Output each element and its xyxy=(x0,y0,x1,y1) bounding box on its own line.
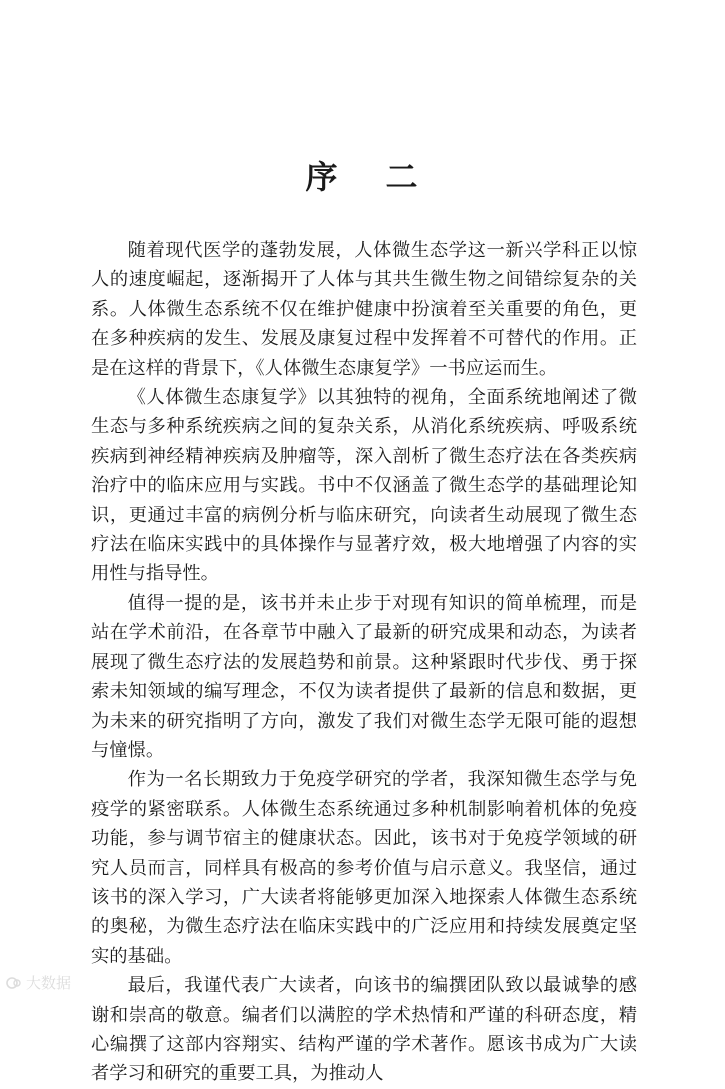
paragraph-2: 《人体微生态康复学》以其独特的视角，全面系统地阐述了微生态与多种系统疾病之间的复杂关系，从消化系统疾病、呼吸系统疾病到神经精神疾病及肿瘤等，深入剖析了微生态疗法在各类疾病治疗中的临床应用与实践。书中不仅涵盖了微生态学的基础理论知识，更通过丰富的病例分析与临床研究，向读者生动展现了微生态疗法在临床实践中的具体操作与显著疗效，极大地增强了内容的实用性与指导性。 xyxy=(91,387,637,585)
paragraph-3: 值得一提的是，该书并未止步于对现有知识的简单梳理，而是站在学术前沿，在各章节中融入了最新的研究成果和动态，为读者展现了微生态疗法的发展趋势和前景。这种紧跟时代步伐、勇于探索未知领域的编写理念，不仅为读者提供了最新的信息和数据，更为未来的研究指明了方向，激发了我们对微生态学无限可能的遐想与憧憬。 xyxy=(91,592,637,761)
preface-body xyxy=(91,236,637,1089)
paragraph-1: 随着现代医学的蓬勃发展，人体微生态学这一新兴学科正以惊人的速度崛起，逐渐揭开了人体与其共生微生物之间错综复杂的关系。人体微生态系统不仅在维护健康中扮演着至关重要的角色，更在多种疾病的发生、发展及康复过程中发挥着不可替代的作用。正是在这样的背景下，《人体微生态康复学》一书应运而生。 xyxy=(91,240,637,379)
title-part-1: 序 xyxy=(305,158,340,196)
watermark-text: 大数据 xyxy=(26,974,72,992)
page-title xyxy=(0,152,725,198)
paragraph-4: 作为一名长期致力于免疫学研究的学者，我深知微生态学与免疫学的紧密联系。人体微生态系统通过多种机制影响着机体的免疫功能，参与调节宿主的健康状态。因此，该书对于免疫学领域的研究人员而言，同样具有极高的参考价值与启示意义。我坚信，通过该书的深入学习，广大读者将能够更加深入地探索人体微生态系统的奥秘，为微生态疗法在临床实践中的广泛应用和持续发展奠定坚实的基础。 xyxy=(91,769,637,967)
paragraph-5: 最后，我谨代表广大读者，向该书的编撰团队致以最诚挚的感谢和崇高的敬意。编者们以满腔的学术热情和严谨的科研态度，精心编撰了这部内容翔实、结构严谨的学术著作。愿该书成为广大读者学习和研究的重要工具，为推动人 xyxy=(91,975,637,1085)
watermark xyxy=(6,972,71,993)
watermark-logo-icon xyxy=(6,976,22,990)
title-part-2: 二 xyxy=(385,158,420,196)
